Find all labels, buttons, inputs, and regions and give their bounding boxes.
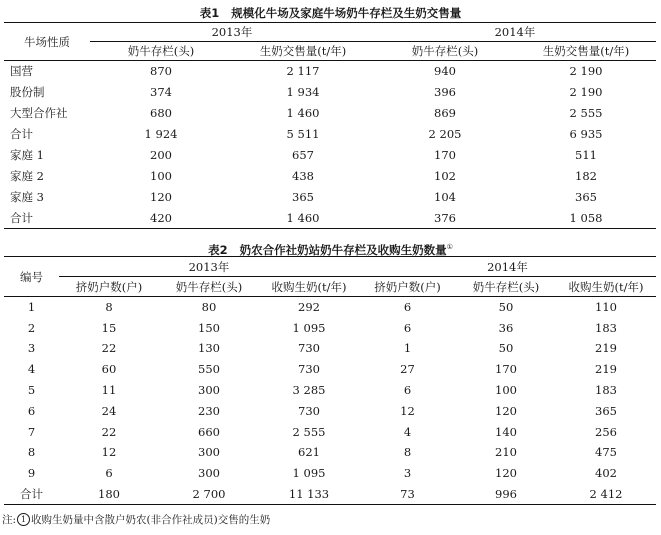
table2-caption-footnote-mark: ① [446,243,453,251]
table-cell: 150 [198,320,220,335]
table-cell: 730 [298,403,320,418]
footnote-mark: 1 [17,513,30,526]
table-cell: 120 [495,403,517,418]
footnote-text: 收购生奶量中含散户奶农(非合作社成员)交售的生奶 [31,514,271,526]
table-cell: 300 [198,383,220,398]
table-cell: 2 555 [292,424,326,439]
table-row [4,338,656,359]
row-label-cell: 合计 [10,127,33,141]
table2-col-milk-2013: 收购生奶(t/年) [259,277,359,297]
table2-col-cows-2013: 奶牛存栏(头) [159,277,259,297]
row-label-cell: 国营 [10,64,33,79]
table-cell: 402 [595,466,617,481]
table-row [4,103,656,124]
table-cell: 300 [198,445,220,460]
table-cell: 100 [150,169,172,183]
table2-caption-title: 奶农合作社奶站奶牛存栏及收购生奶数量 [239,242,447,257]
table-cell: 15 [101,320,117,335]
table-cell: 8 [105,300,113,315]
table-cell: 2 117 [286,64,320,79]
table-cell: 365 [292,190,314,204]
table-cell: 256 [595,424,617,439]
table-row [4,61,656,82]
table-cell: 1 [403,341,412,356]
table-cell: 621 [298,445,320,460]
table-row [4,463,656,484]
row-label-cell: 合计 [4,208,90,229]
table-cell: 2 412 [556,484,656,505]
table1-caption-number: 表1 [199,6,220,20]
row-label-cell: 4 [27,362,36,377]
table-cell: 6 [403,320,412,335]
table-cell: 6 [105,466,113,481]
table-cell: 170 [434,148,456,162]
table-cell: 1 460 [232,208,374,229]
table-cell: 680 [150,106,172,120]
table-cell: 730 [298,341,320,356]
table-row [4,359,656,380]
table1-row-header: 牛场性质 [4,23,90,61]
table-row [4,421,656,442]
table-cell: 374 [150,85,172,99]
table-cell: 869 [434,106,456,120]
table-cell: 365 [595,403,617,418]
table1-col-milk-2013: 生奶交售量(t/年) [232,42,374,61]
table-cell: 1 095 [292,320,326,335]
table-cell: 110 [595,300,617,315]
row-label-cell: 8 [27,445,36,460]
table-row [4,297,656,318]
row-label-cell: 股份制 [10,85,45,99]
table-cell: 396 [434,85,456,99]
table-cell: 11 [101,383,117,398]
table-cell: 420 [90,208,232,229]
table-cell: 6 935 [569,127,603,141]
table-cell: 36 [498,320,514,335]
row-label-cell: 大型合作社 [10,106,68,120]
table-cell: 2 205 [428,127,462,141]
table-cell: 140 [495,424,517,439]
table2-caption-number: 表2 [208,242,228,257]
table1-caption [0,6,661,20]
table-cell: 210 [495,445,517,460]
table-cell: 22 [101,424,117,439]
table-cell: 2 190 [569,64,603,79]
row-label-cell: 合计 [4,484,59,505]
table-cell: 870 [150,64,172,79]
table-cell: 511 [575,148,597,162]
table2-col-households-2013: 挤奶户数(户) [59,277,159,297]
table-cell: 376 [374,208,516,229]
row-label-cell: 家庭 3 [10,190,44,204]
table-cell: 3 285 [292,383,326,398]
table-cell: 438 [292,169,314,183]
table-cell: 80 [201,300,217,315]
table-cell: 120 [150,190,172,204]
table-cell: 2 700 [159,484,259,505]
table2-col-milk-2014: 收购生奶(t/年) [556,277,656,297]
table1-year-2014: 2014年 [374,23,656,42]
row-label-cell: 9 [27,466,36,481]
table-cell: 1 095 [292,466,326,481]
table-cell: 102 [434,169,456,183]
table-cell: 6 [403,300,412,315]
table2-row-header: 编号 [4,257,59,297]
table-cell: 27 [400,362,415,377]
table-cell: 180 [59,484,159,505]
table-cell: 4 [403,424,412,439]
table-cell: 73 [359,484,456,505]
table-cell: 219 [595,362,617,377]
row-label-cell: 家庭 2 [10,169,44,183]
table-cell: 183 [595,383,617,398]
row-label-cell: 家庭 1 [10,148,44,162]
table1-col-milk-2014: 生奶交售量(t/年) [516,42,656,61]
table-cell: 660 [198,424,220,439]
row-label-cell: 1 [27,300,36,315]
table-cell: 50 [498,341,514,356]
table-row [4,208,656,229]
table1-year-2013: 2013年 [90,23,374,42]
table-cell: 475 [595,445,617,460]
table-cell: 1 460 [286,106,320,120]
table2-year-2013: 2013年 [59,257,359,277]
table-cell: 130 [198,341,220,356]
table-cell: 120 [495,466,517,481]
table-cell: 170 [495,362,517,377]
row-label-cell: 2 [27,320,36,335]
table-cell: 1 924 [144,127,178,141]
table-cell: 300 [198,466,220,481]
table-cell: 100 [495,383,517,398]
table-cell: 1 934 [286,85,320,99]
table2-header-row-1 [4,257,656,277]
table-cell: 6 [403,383,412,398]
table-cell: 219 [595,341,617,356]
table-cell: 60 [101,362,117,377]
table-cell: 996 [456,484,556,505]
table1-col-cows-2013: 奶牛存栏(头) [90,42,232,61]
table-cell: 104 [434,190,456,204]
table-cell: 365 [575,190,597,204]
table-cell: 1 058 [516,208,656,229]
table-row [4,124,656,145]
table-row [4,484,656,505]
table-cell: 3 [403,466,412,481]
row-label-cell: 7 [27,424,36,439]
table-row [4,145,656,166]
table-cell: 657 [292,148,314,162]
table-cell: 182 [575,169,597,183]
table2-col-households-2014: 挤奶户数(户) [359,277,456,297]
table-row [4,82,656,103]
table2-col-cows-2014: 奶牛存栏(头) [456,277,556,297]
table-cell: 230 [198,403,220,418]
table-cell: 8 [403,445,412,460]
table-cell: 940 [434,64,456,79]
row-label-cell: 6 [27,403,36,418]
table-row [4,380,656,401]
table-cell: 2 555 [569,106,603,120]
footnote [2,513,270,527]
row-label-cell: 3 [27,341,36,356]
table-row [4,442,656,463]
table2-header-row-2 [4,277,656,297]
table-row [4,400,656,421]
table1-col-cows-2014: 奶牛存栏(头) [374,42,516,61]
table-cell: 292 [298,300,320,315]
table-cell: 2 190 [569,85,603,99]
table-cell: 11 133 [259,484,359,505]
table-cell: 550 [198,362,220,377]
table-cell: 50 [498,300,514,315]
table1-header-row-2 [4,42,656,61]
footnote-prefix: 注: [2,514,17,526]
table1 [4,22,656,229]
table-row [4,166,656,187]
table-row [4,317,656,338]
table2 [4,256,656,505]
row-label-cell: 5 [27,383,36,398]
table2-year-2014: 2014年 [359,257,656,277]
table-cell: 24 [101,403,117,418]
table2-caption [0,240,661,257]
table1-header-row-1 [4,23,656,42]
table1-caption-title: 规模化牛场及家庭牛场奶牛存栏及生奶交售量 [231,6,462,20]
table-row [4,187,656,208]
table-cell: 22 [101,341,117,356]
table-cell: 5 511 [286,127,320,141]
table-cell: 183 [595,320,617,335]
table-cell: 200 [150,148,172,162]
table-cell: 12 [101,445,117,460]
table-cell: 12 [400,403,415,418]
table-cell: 730 [298,362,320,377]
